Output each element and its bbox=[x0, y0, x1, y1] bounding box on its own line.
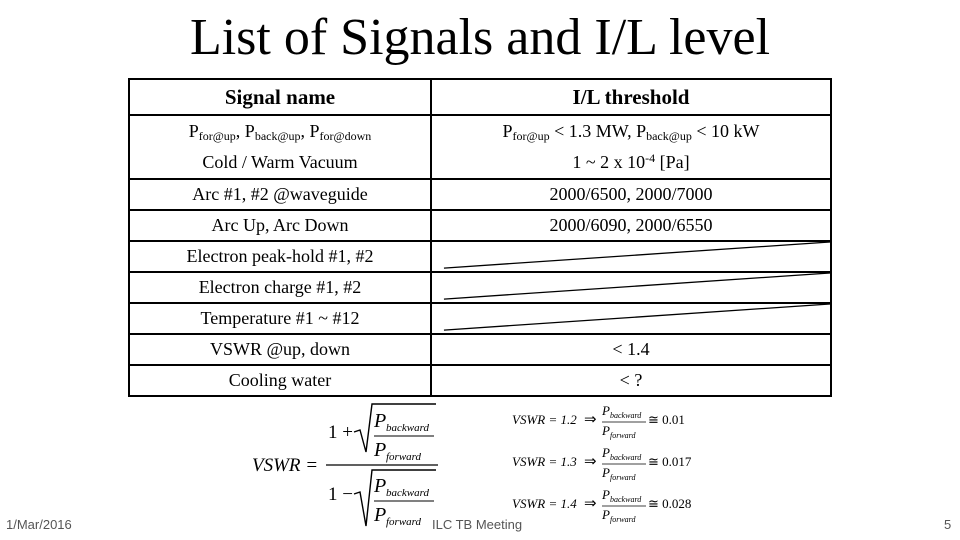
diagonal-line bbox=[432, 273, 830, 302]
implies-arrow: ⇒ bbox=[584, 496, 597, 512]
slide-title: List of Signals and I/L level bbox=[189, 9, 771, 66]
backward-sub-bottom: backward bbox=[386, 487, 429, 499]
signal-power-vacuum bbox=[129, 115, 431, 179]
table-row bbox=[129, 179, 831, 210]
svg-text:VSWR = 1.2: VSWR = 1.2 bbox=[512, 412, 577, 427]
footer-date: 1/Mar/2016 bbox=[6, 517, 72, 532]
svg-text:P: P bbox=[602, 465, 610, 480]
table-header-row bbox=[129, 79, 831, 115]
header-il-threshold: I/L threshold bbox=[431, 79, 831, 115]
svg-text:P: P bbox=[602, 403, 610, 418]
svg-text:VSWR = 1.3: VSWR = 1.3 bbox=[512, 454, 577, 469]
diagonal-line bbox=[432, 242, 830, 271]
table-row bbox=[129, 210, 831, 241]
threshold-cell-empty bbox=[431, 303, 831, 334]
p-backward-top: P bbox=[374, 410, 387, 432]
signal-name-cell: Arc Up, Arc Down bbox=[129, 210, 431, 241]
table-row bbox=[129, 365, 831, 396]
svg-text:backward: backward bbox=[610, 495, 642, 504]
svg-text:P: P bbox=[602, 487, 610, 502]
header-signal-name: Signal name bbox=[129, 79, 431, 115]
svg-text:P: P bbox=[602, 445, 610, 460]
svg-text:P: P bbox=[602, 507, 610, 522]
forward-sub-top: forward bbox=[386, 451, 422, 463]
svg-text:forward: forward bbox=[610, 515, 636, 524]
example-vswr-1-4 bbox=[512, 487, 691, 524]
signal-name-cell: Temperature #1 ~ #12 bbox=[129, 303, 431, 334]
formula-one-minus: 1 − bbox=[328, 484, 353, 505]
threshold-power-line: $P_{for@up} < 1.3$ MW, $P_{back@up} < 10$ kW bbox=[502, 121, 760, 143]
vswr-formula bbox=[250, 400, 440, 530]
svg-text:backward: backward bbox=[610, 453, 642, 462]
svg-text:backward: backward bbox=[610, 411, 642, 420]
signal-name-cell: VSWR @up, down bbox=[129, 334, 431, 365]
threshold-power-vacuum bbox=[431, 115, 831, 179]
threshold-cell: 2000/6090, 2000/6550 bbox=[431, 210, 831, 241]
threshold-cell: < ? bbox=[431, 365, 831, 396]
p-forward-bottom: P bbox=[374, 504, 387, 526]
signal-name-cell: Arc #1, #2 @waveguide bbox=[129, 179, 431, 210]
table-row bbox=[129, 334, 831, 365]
signal-power-line: $P_{for@up}$, $P_{back@up}$, $P_{for@down}$ bbox=[188, 121, 372, 143]
signal-vacuum-line: Cold / Warm Vacuum bbox=[202, 152, 358, 172]
threshold-cell-empty bbox=[431, 272, 831, 303]
svg-text:≅ 0.028: ≅ 0.028 bbox=[648, 496, 692, 511]
table-row bbox=[129, 272, 831, 303]
table-row bbox=[129, 303, 831, 334]
signals-table bbox=[128, 78, 832, 397]
svg-text:P: P bbox=[602, 423, 610, 438]
threshold-vacuum-line: 1 ~ 2 x $10^{-4}$ [Pa] bbox=[572, 151, 690, 172]
signal-name-cell: Electron charge #1, #2 bbox=[129, 272, 431, 303]
threshold-cell: < 1.4 bbox=[431, 334, 831, 365]
table-row bbox=[129, 115, 831, 179]
threshold-cell: 2000/6500, 2000/7000 bbox=[431, 179, 831, 210]
svg-text:VSWR = 1.4: VSWR = 1.4 bbox=[512, 496, 577, 511]
svg-text:≅ 0.017: ≅ 0.017 bbox=[648, 454, 692, 469]
svg-text:forward: forward bbox=[610, 431, 636, 440]
signal-name-cell: Cooling water bbox=[129, 365, 431, 396]
implies-arrow: ⇒ bbox=[584, 412, 597, 428]
page-number: 5 bbox=[944, 517, 952, 532]
example-vswr-1-3 bbox=[512, 445, 692, 482]
vswr-examples bbox=[510, 402, 730, 530]
table-row bbox=[129, 241, 831, 272]
implies-arrow: ⇒ bbox=[584, 454, 597, 470]
p-backward-bottom: P bbox=[374, 475, 387, 497]
threshold-cell-empty bbox=[431, 241, 831, 272]
diagonal-line bbox=[432, 304, 830, 333]
p-forward-top: P bbox=[374, 439, 387, 461]
footer-meeting: ILC TB Meeting bbox=[432, 517, 523, 532]
svg-text:≅ 0.01: ≅ 0.01 bbox=[648, 412, 685, 427]
example-vswr-1-2 bbox=[512, 403, 685, 440]
signal-name-cell: Electron peak-hold #1, #2 bbox=[129, 241, 431, 272]
formula-one-plus: 1 + bbox=[328, 422, 353, 443]
formula-lhs: VSWR = bbox=[252, 455, 319, 476]
backward-sub-top: backward bbox=[386, 422, 429, 434]
svg-text:forward: forward bbox=[610, 473, 636, 482]
forward-sub-bottom: forward bbox=[386, 516, 422, 528]
